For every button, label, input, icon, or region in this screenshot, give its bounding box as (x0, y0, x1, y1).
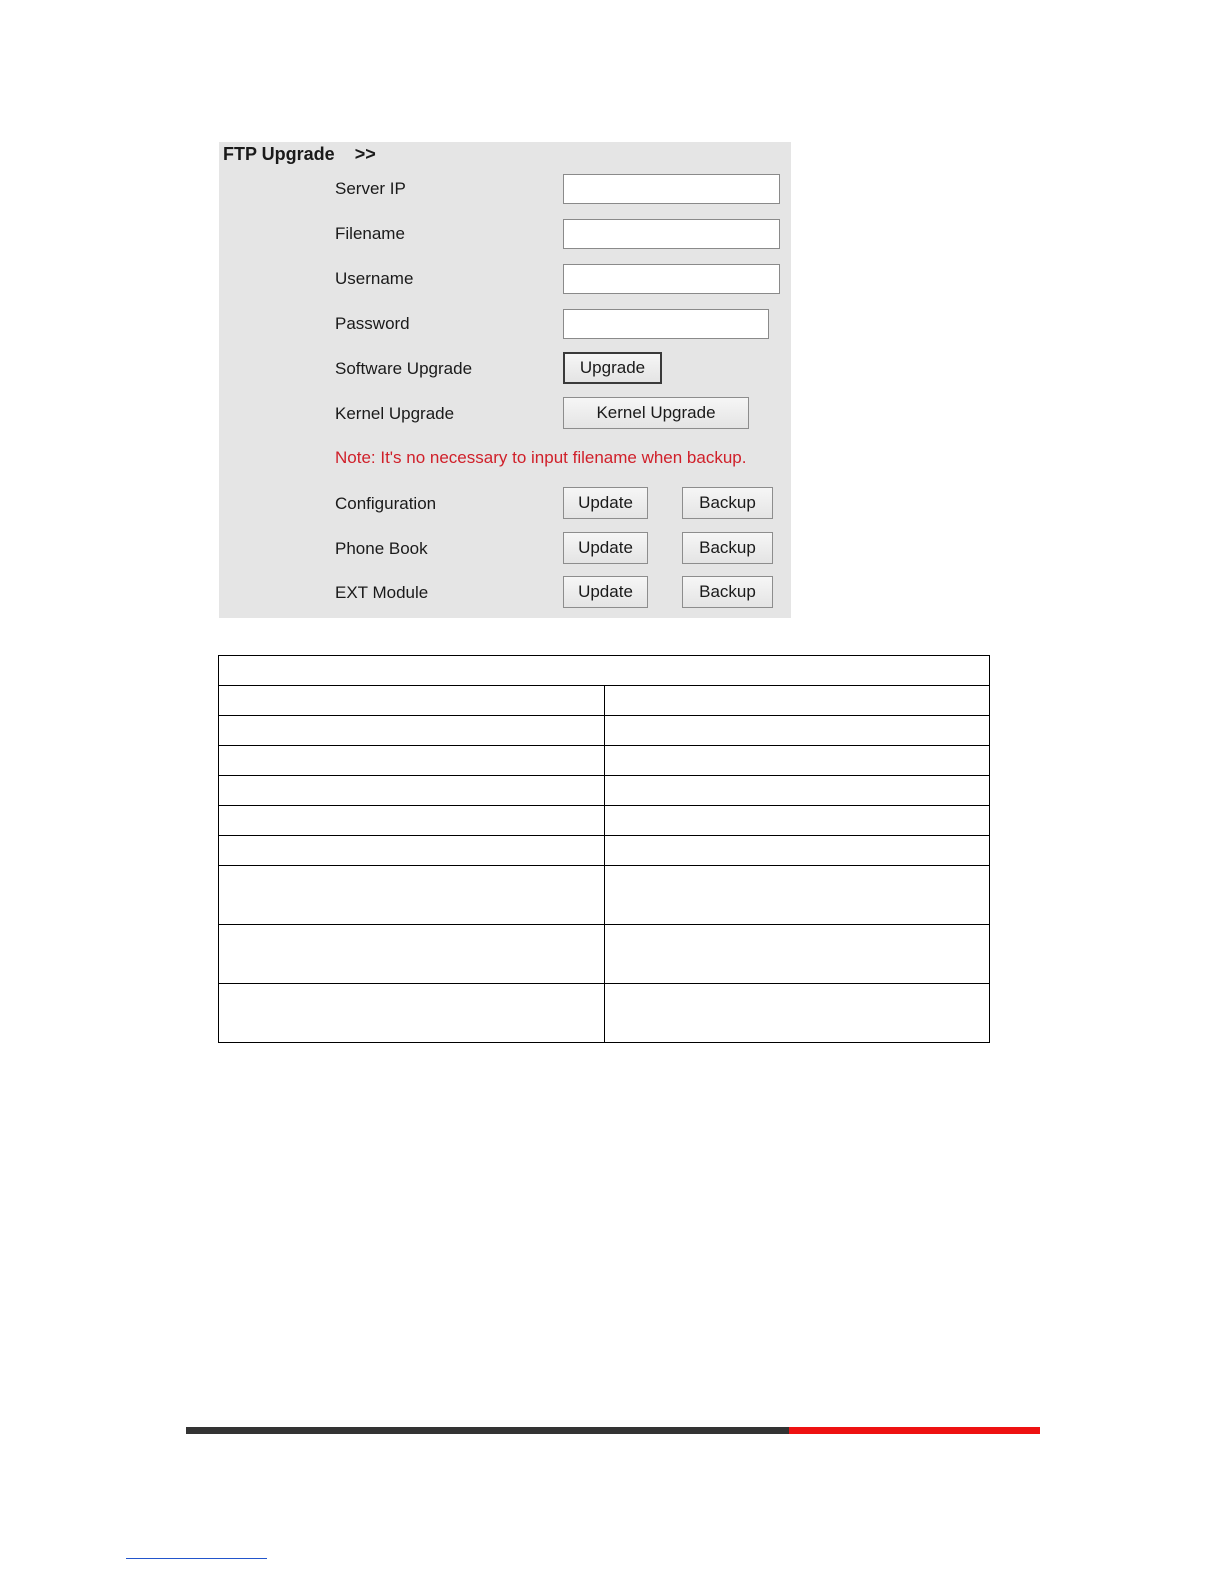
password-label: Password (335, 314, 410, 333)
table-cell (604, 866, 990, 925)
upgrade-button[interactable]: Upgrade (563, 352, 662, 384)
username-input[interactable] (563, 264, 780, 294)
footer-bar-red (789, 1427, 1040, 1434)
table-cell (604, 836, 990, 866)
table-cell (604, 746, 990, 776)
table-cell (604, 776, 990, 806)
filename-input[interactable] (563, 219, 780, 249)
table-cell (219, 925, 605, 984)
panel-title-text: FTP Upgrade (223, 144, 335, 164)
table-row (219, 776, 990, 806)
table-cell (604, 925, 990, 984)
panel-title (223, 144, 376, 165)
password-input[interactable] (563, 309, 769, 339)
table-cell (219, 836, 605, 866)
table-row (219, 686, 990, 716)
table-cell (219, 984, 605, 1043)
footer-bar-dark (186, 1427, 789, 1434)
ext-module-update-button[interactable]: Update (563, 576, 648, 608)
username-label: Username (335, 269, 414, 288)
table-cell (604, 716, 990, 746)
server-ip-input[interactable] (563, 174, 780, 204)
server-ip-label: Server IP (335, 179, 406, 198)
configuration-backup-button[interactable]: Backup (682, 487, 773, 519)
ftp-upgrade-panel (219, 142, 791, 618)
table-header-cell (219, 656, 990, 686)
kernel-upgrade-button[interactable]: Kernel Upgrade (563, 397, 749, 429)
ext-module-backup-button[interactable]: Backup (682, 576, 773, 608)
table-cell (604, 806, 990, 836)
table-cell (604, 686, 990, 716)
configuration-update-button[interactable]: Update (563, 487, 648, 519)
backup-note: Note: It's no necessary to input filename when backup. (335, 448, 747, 467)
kernel-upgrade-label: Kernel Upgrade (335, 404, 455, 423)
table-cell (219, 686, 605, 716)
ext-module-label: EXT Module (335, 583, 429, 602)
footer-link-underline (126, 1558, 267, 1559)
table-cell (219, 866, 605, 925)
table-cell (219, 746, 605, 776)
table-header-row (219, 656, 990, 686)
phone-book-backup-button[interactable]: Backup (682, 532, 773, 564)
table-cell (219, 716, 605, 746)
phone-book-label: Phone Book (335, 539, 428, 558)
filename-label: Filename (335, 224, 405, 243)
table-row (219, 866, 990, 925)
software-upgrade-label: Software Upgrade (335, 359, 473, 378)
table-row (219, 984, 990, 1043)
table-cell (219, 806, 605, 836)
parameter-table (218, 655, 990, 1043)
table-row (219, 925, 990, 984)
panel-title-arrows: >> (354, 144, 376, 164)
table-row (219, 716, 990, 746)
table-cell (219, 776, 605, 806)
table-cell (604, 984, 990, 1043)
table-row (219, 746, 990, 776)
table-row (219, 836, 990, 866)
table-row (219, 806, 990, 836)
configuration-label: Configuration (335, 494, 437, 513)
phone-book-update-button[interactable]: Update (563, 532, 648, 564)
